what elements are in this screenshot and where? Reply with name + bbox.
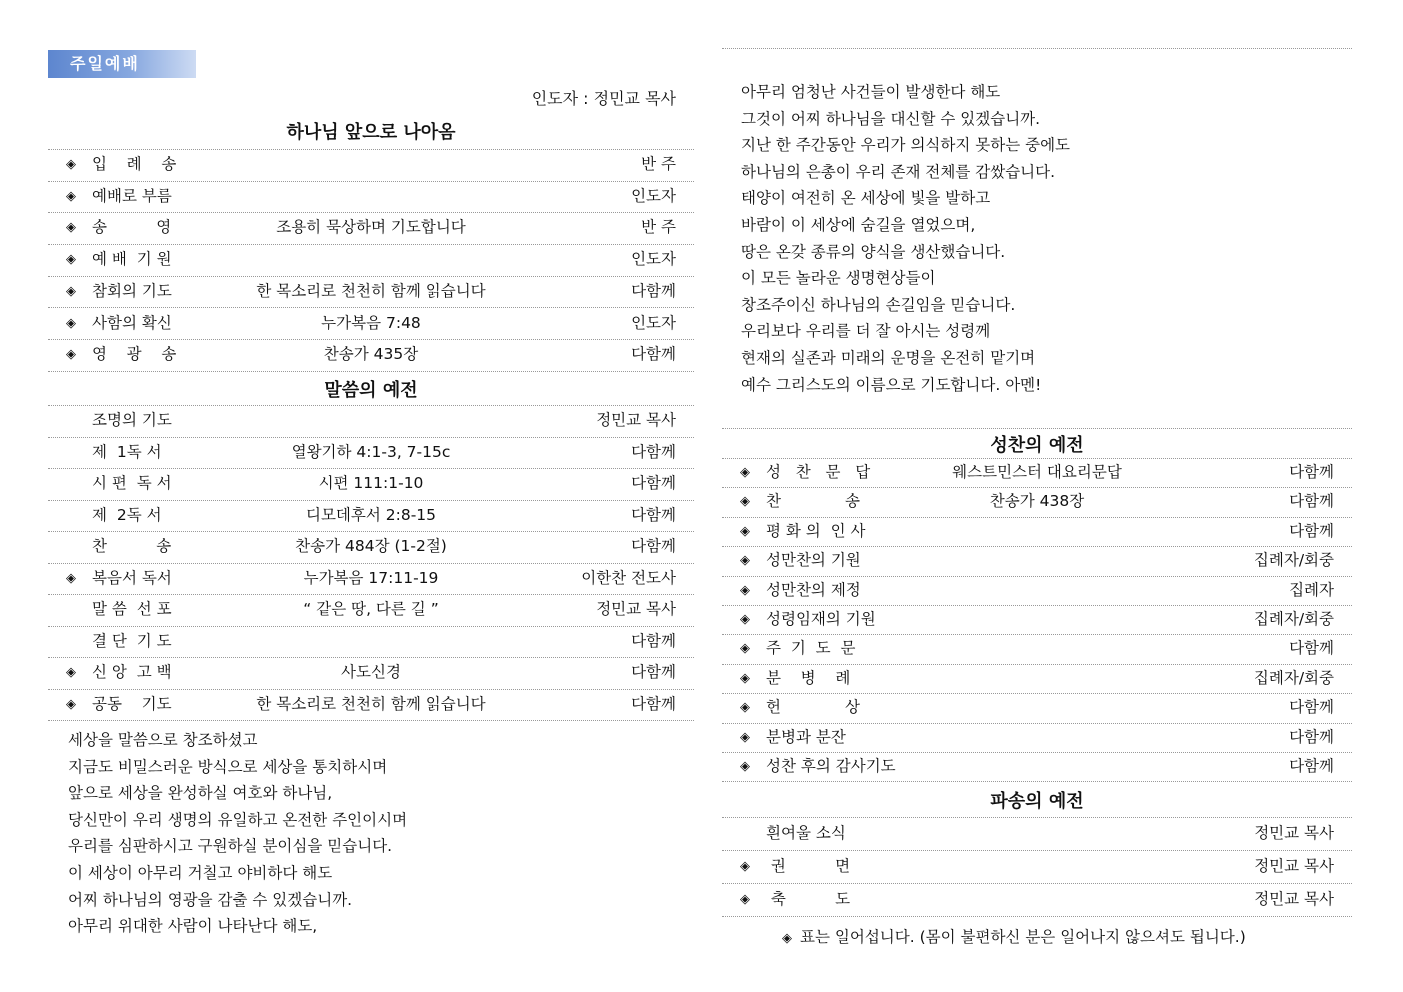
leader-line: 인도자 : 정민교 목사 — [531, 89, 676, 108]
prayer-line: 아무리 엄청난 사건들이 발생한다 해도 — [741, 83, 1001, 101]
order-responsible: 집례자 — [1289, 580, 1334, 599]
standing-note — [782, 925, 1246, 947]
order-responsible: 인도자 — [631, 313, 676, 332]
diamond-mark-icon: ◈ — [66, 347, 76, 363]
order-content: 누가복음 17:11-19 — [303, 568, 439, 587]
order-label: 공동 기도 — [92, 694, 172, 713]
order-row — [48, 212, 694, 245]
order-row — [48, 437, 694, 470]
order-responsible: 다함께 — [1289, 521, 1334, 540]
order-row — [722, 517, 1352, 547]
diamond-mark-icon: ◈ — [66, 665, 76, 680]
order-label: 참회의 기도 — [92, 281, 172, 300]
order-row — [48, 594, 694, 627]
order-responsible: 다함께 — [631, 345, 676, 364]
order-responsible: 정민교 목사 — [596, 411, 676, 429]
diamond-mark-icon: ◈ — [740, 641, 750, 657]
prayer-line: 아무리 위대한 사람이 나타난다 해도, — [68, 917, 318, 936]
order-content: 찬송가 435장 — [323, 345, 419, 364]
order-row — [48, 500, 694, 533]
order-label: 신 앙 고 백 — [92, 663, 172, 681]
order-label: 주 기 도 문 — [766, 639, 856, 658]
order-responsible: 다함께 — [631, 281, 676, 300]
order-responsible: 다함께 — [1289, 727, 1334, 746]
diamond-mark-icon: ◈ — [66, 188, 76, 204]
order-responsible: 다함께 — [631, 505, 676, 524]
order-label: 분 병 례 — [766, 668, 851, 687]
order-row — [48, 468, 694, 501]
order-label: 성령임재의 기원 — [766, 610, 876, 628]
order-responsible: 다함께 — [1289, 639, 1334, 658]
order-row — [722, 723, 1352, 753]
prayer-line: 현재의 실존과 미래의 운명을 온전히 맡기며 — [741, 348, 1036, 367]
diamond-mark-icon: ◈ — [740, 465, 750, 480]
order-label: 조명의 기도 — [92, 411, 172, 429]
order-responsible: 정민교 목사 — [1254, 890, 1334, 908]
section-title: 하나님 앞으로 나아옴 — [286, 122, 456, 143]
section-title: 파송의 예전 — [990, 791, 1084, 812]
section-title: 말씀의 예전 — [324, 380, 418, 401]
order-label: 제 2독 서 — [92, 505, 162, 524]
order-content: 찬송가 438장 — [989, 492, 1085, 511]
order-responsible: 다함께 — [631, 537, 676, 555]
order-label: 예 배 기 원 — [92, 250, 172, 269]
order-label: 영 광 송 — [92, 345, 177, 364]
diamond-mark-icon: ◈ — [66, 315, 76, 331]
diamond-mark-icon: ◈ — [740, 700, 750, 716]
prayer-line: 그것이 어찌 하나님을 대신할 수 있겠습니까. — [741, 109, 1041, 128]
order-responsible: 다함께 — [631, 631, 676, 650]
diamond-mark-icon: ◈ — [66, 252, 76, 268]
order-label: 분병과 분잔 — [766, 727, 846, 746]
order-responsible: 정민교 목사 — [1254, 857, 1334, 875]
divider — [722, 48, 1352, 49]
order-responsible: 다함께 — [631, 474, 676, 492]
diamond-mark-icon: ◈ — [782, 931, 792, 946]
order-label: 말 씀 선 포 — [92, 600, 172, 618]
order-label: 사함의 확신 — [92, 313, 172, 332]
order-responsible: 정민교 목사 — [1254, 824, 1334, 842]
order-row — [722, 693, 1352, 723]
diamond-mark-icon: ◈ — [740, 523, 750, 539]
order-row — [48, 563, 694, 596]
diamond-mark-icon: ◈ — [740, 670, 750, 686]
order-label: 복음서 독서 — [92, 568, 172, 587]
prayer-line: 앞으로 세상을 완성하실 여호와 하나님, — [68, 784, 333, 803]
diamond-mark-icon: ◈ — [66, 283, 76, 299]
order-content: 시편 111:1-10 — [318, 474, 424, 492]
order-label: 성 찬 문 답 — [766, 463, 871, 481]
prayer-line: 태양이 여전히 온 세상에 빛을 발하고 — [741, 189, 991, 208]
order-responsible: 다함께 — [631, 663, 676, 681]
prayer-line: 창조주이신 하나님의 손길임을 믿습니다. — [741, 295, 1016, 314]
prayer-line: 지난 한 주간동안 우리가 의식하지 못하는 중에도 — [741, 136, 1071, 155]
diamond-mark-icon: ◈ — [740, 892, 750, 907]
order-row — [48, 689, 694, 722]
order-label: 송 영 — [92, 218, 172, 237]
order-label: 헌 상 — [766, 698, 860, 717]
order-row — [722, 458, 1352, 488]
order-content: 열왕기하 4:1-3, 7-15c — [291, 442, 451, 461]
order-row — [722, 752, 1352, 782]
order-content: 한 목소리로 천천히 함께 읽습니다 — [256, 281, 486, 300]
prayer-text-left — [68, 727, 407, 940]
order-row — [722, 883, 1352, 917]
order-row — [48, 626, 694, 659]
order-label: 제 1독 서 — [92, 442, 162, 461]
order-label: 찬 송 — [92, 537, 172, 555]
order-row — [722, 605, 1352, 635]
order-row — [48, 149, 694, 182]
order-row — [48, 276, 694, 309]
order-content: 조용히 묵상하며 기도합니다 — [276, 218, 466, 237]
service-title-badge: 주일예배 — [48, 50, 196, 78]
order-responsible: 이한찬 전도사 — [581, 568, 676, 587]
prayer-line: 하나님의 은총이 우리 존재 전체를 감쌌습니다. — [741, 162, 1056, 181]
order-responsible: 정민교 목사 — [596, 600, 676, 618]
order-responsible: 다함께 — [1289, 757, 1334, 775]
divider — [722, 428, 1352, 429]
section-title: 성찬의 예전 — [990, 435, 1084, 456]
diamond-mark-icon: ◈ — [740, 494, 750, 510]
order-label: 성만찬의 기원 — [766, 551, 861, 570]
order-row — [722, 576, 1352, 606]
order-content: 찬송가 484장 (1-2절) — [295, 537, 447, 555]
order-row — [48, 181, 694, 214]
order-responsible: 인도자 — [631, 250, 676, 269]
order-responsible: 다함께 — [1289, 463, 1334, 481]
order-label: 흰여울 소식 — [766, 824, 846, 842]
order-row — [722, 487, 1352, 517]
diamond-mark-icon: ◈ — [740, 553, 750, 569]
order-label: 결 단 기 도 — [92, 631, 172, 650]
prayer-line: 우리를 심판하시고 구원하실 분이심을 믿습니다. — [68, 837, 393, 856]
order-responsible: 집례자/회중 — [1253, 668, 1334, 687]
diamond-mark-icon: ◈ — [66, 696, 76, 712]
order-row — [48, 657, 694, 690]
prayer-line: 당신만이 우리 생명의 유일하고 온전한 주인이시며 — [68, 810, 408, 829]
order-row — [722, 546, 1352, 576]
order-responsible: 반 주 — [641, 218, 676, 237]
prayer-line: 어찌 하나님의 영광을 감출 수 있겠습니까. — [68, 890, 353, 909]
order-responsible: 집례자/회중 — [1253, 610, 1334, 628]
prayer-line: 우리보다 우리를 더 잘 아시는 성령께 — [741, 322, 991, 341]
diamond-mark-icon: ◈ — [740, 612, 750, 627]
order-row — [48, 308, 694, 341]
prayer-line: 이 모든 놀라운 생명현상들이 — [741, 269, 936, 288]
diamond-mark-icon: ◈ — [66, 157, 76, 172]
order-responsible: 다함께 — [631, 442, 676, 461]
order-responsible: 다함께 — [1289, 698, 1334, 717]
order-row — [48, 339, 694, 372]
diamond-mark-icon: ◈ — [740, 582, 750, 598]
order-label: 시 편 독 서 — [92, 474, 172, 492]
order-label: 입 례 송 — [92, 155, 177, 173]
order-label: 성찬 후의 감사기도 — [766, 757, 896, 775]
order-label: 권 면 — [766, 857, 851, 875]
order-responsible: 집례자/회중 — [1253, 551, 1334, 570]
diamond-mark-icon: ◈ — [740, 759, 750, 774]
order-content: 디모데후서 2:8-15 — [305, 505, 437, 524]
order-responsible: 반 주 — [641, 155, 676, 173]
order-content: 한 목소리로 천천히 함께 읽습니다 — [256, 694, 486, 713]
prayer-line: 예수 그리스도의 이름으로 기도합니다. 아멘! — [741, 375, 1042, 394]
order-label: 축 도 — [766, 890, 851, 908]
standing-note-text: 표는 일어섭니다. (몸이 불편하신 분은 일어나지 않으셔도 됩니다.) — [800, 928, 1246, 946]
prayer-line: 바람이 이 세상에 숨길을 열었으며, — [741, 215, 976, 234]
order-row — [48, 405, 694, 438]
order-row — [722, 817, 1352, 851]
order-label: 찬 송 — [766, 492, 860, 511]
order-row — [48, 244, 694, 277]
diamond-mark-icon: ◈ — [740, 859, 750, 874]
order-label: 평 화 의 인 사 — [766, 521, 866, 540]
order-content: 누가복음 7:48 — [321, 313, 421, 332]
order-row — [722, 850, 1352, 884]
order-content: 사도신경 — [341, 663, 401, 681]
diamond-mark-icon: ◈ — [740, 729, 750, 745]
prayer-line: 세상을 말씀으로 창조하셨고 — [68, 731, 258, 749]
prayer-line: 이 세상이 아무리 거칠고 야비하다 해도 — [68, 863, 333, 882]
order-responsible: 다함께 — [631, 694, 676, 713]
order-row — [722, 634, 1352, 664]
diamond-mark-icon: ◈ — [66, 220, 76, 236]
order-row — [722, 664, 1352, 694]
order-content: 웨스트민스터 대요리문답 — [952, 463, 1122, 481]
order-row — [48, 531, 694, 564]
order-content: “ 같은 땅, 다른 길 ” — [303, 600, 439, 618]
prayer-text-right — [741, 79, 1070, 398]
prayer-line: 지금도 비밀스러운 방식으로 세상을 통치하시며 — [68, 757, 388, 776]
prayer-line: 땅은 온갖 종류의 양식을 생산했습니다. — [741, 242, 1006, 261]
diamond-mark-icon: ◈ — [66, 570, 76, 586]
order-label: 성만찬의 제정 — [766, 580, 861, 599]
order-label: 예배로 부름 — [92, 186, 172, 205]
order-responsible: 인도자 — [631, 186, 676, 205]
order-responsible: 다함께 — [1289, 492, 1334, 511]
